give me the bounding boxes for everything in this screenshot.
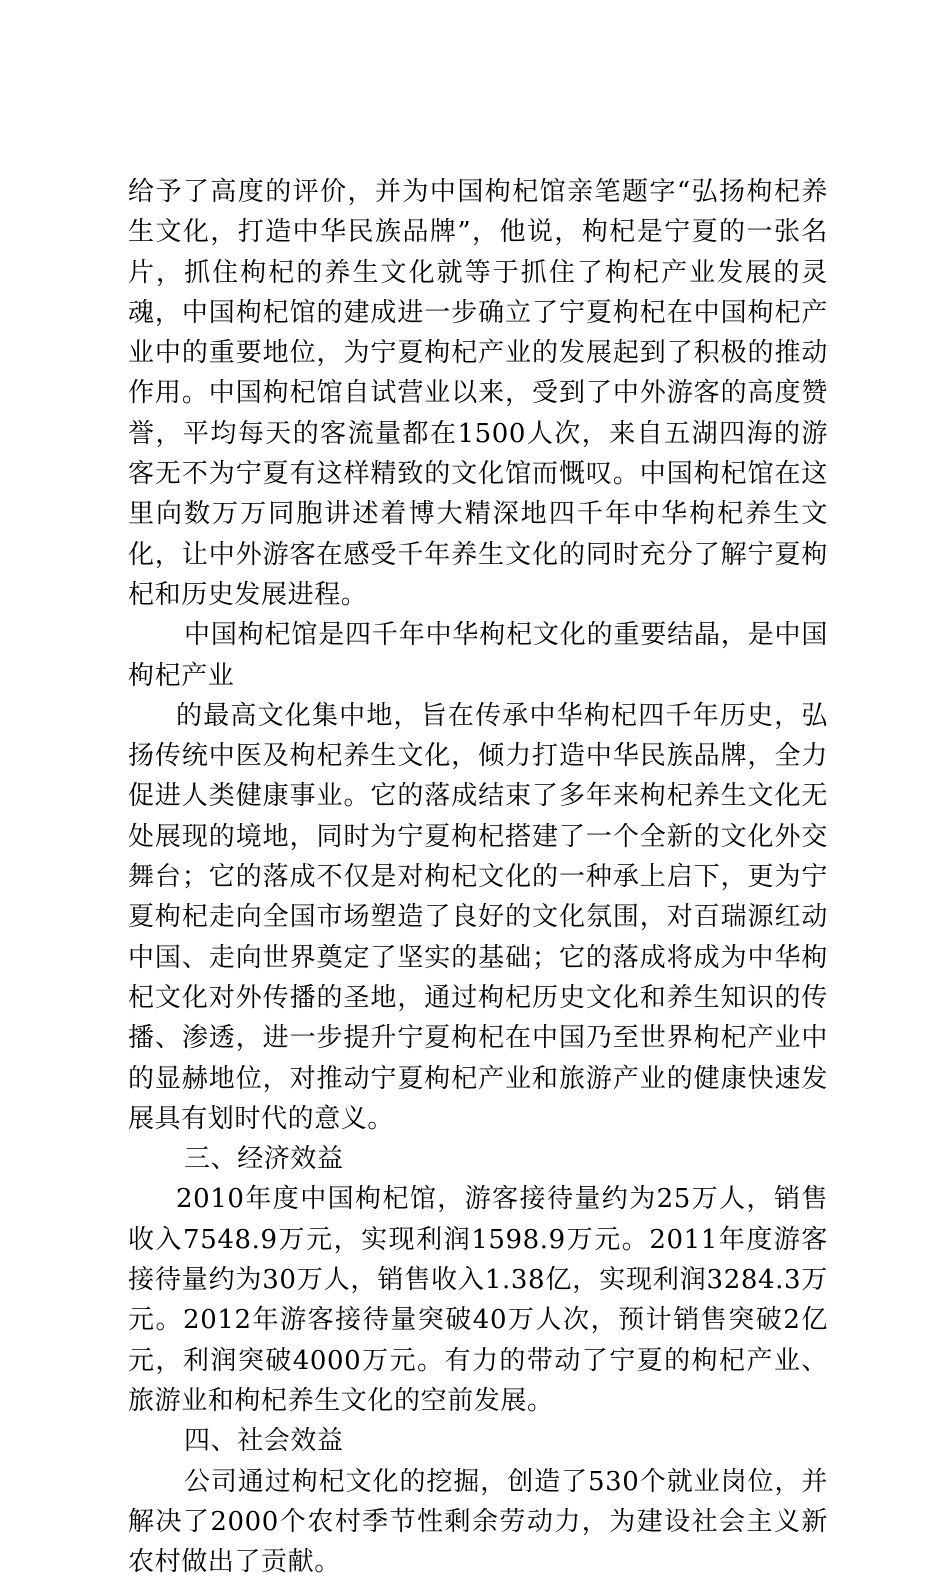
paragraph-social-benefits: 公司通过枸杞文化的挖掘，创造了530个就业岗位，并解决了2000个农村季节性剩余劳动力，为建设社会主义新农村做出了贡献。: [128, 1462, 828, 1582]
paragraph-visitor-praise: 给予了高度的评价，并为中国枸杞馆亲笔题字“弘扬枸杞养生文化，打造中华民族品牌”，他说，枸杞是宁夏的一张名片，抓住枸杞的养生文化就等于抓住了枸杞产业发展的灵魂，中国枸杞馆的建成进一步确立了宁夏枸杞在中国枸杞产业中的重要地位，为宁夏枸杞产业的发展起到了积极的推动作用。中国枸杞馆自试营业以来，受到了中外游客的高度赞誉，平均每天的客流量都在1500人次，来自五湖四海的游客无不为宁夏有这样精致的文化馆而慨叹。中国枸杞馆在这里向数万万同胞讲述着博大精深地四千年中华枸杞养生文化，让中外游客在感受千年养生文化的同时充分了解宁夏枸杞和历史发展进程。: [128, 172, 828, 615]
paragraph-economic-benefits: 2010年度中国枸杞馆，游客接待量约为25万人，销售收入7548.9万元，实现利润1598.9万元。2011年度游客接待量约为30万人，销售收入1.38亿，实现利润3284.3万元。2012年游客接待量突破40万人次，预计销售突破2亿元，利润突破4000万元。有力的带动了宁夏的枸杞产业、旅游业和枸杞养生文化的空前发展。: [128, 1179, 828, 1421]
paragraph-museum-intro: 中国枸杞馆是四千年中华枸杞文化的重要结晶，是中国枸杞产业: [128, 615, 828, 696]
section-heading-social-benefits: 四、社会效益: [128, 1421, 828, 1461]
paragraph-museum-significance: 的最高文化集中地，旨在传承中华枸杞四千年历史，弘扬传统中医及枸杞养生文化，倾力打造中华民族品牌，全力促进人类健康事业。它的落成结束了多年来枸杞养生文化无处展现的境地，同时为宁夏枸杞搭建了一个全新的文化外交舞台；它的落成不仅是对枸杞文化的一种承上启下，更为宁夏枸杞走向全国市场塑造了良好的文化氛围，对百瑞源红动中国、走向世界奠定了坚实的基础；它的落成将成为中华枸杞文化对外传播的圣地，通过枸杞历史文化和养生知识的传播、渗透，进一步提升宁夏枸杞在中国乃至世界枸杞产业中的显赫地位，对推动宁夏枸杞产业和旅游产业的健康快速发展具有划时代的意义。: [128, 696, 828, 1139]
document-page: [128, 172, 828, 1582]
section-heading-economic-benefits: 三、经济效益: [128, 1139, 828, 1179]
